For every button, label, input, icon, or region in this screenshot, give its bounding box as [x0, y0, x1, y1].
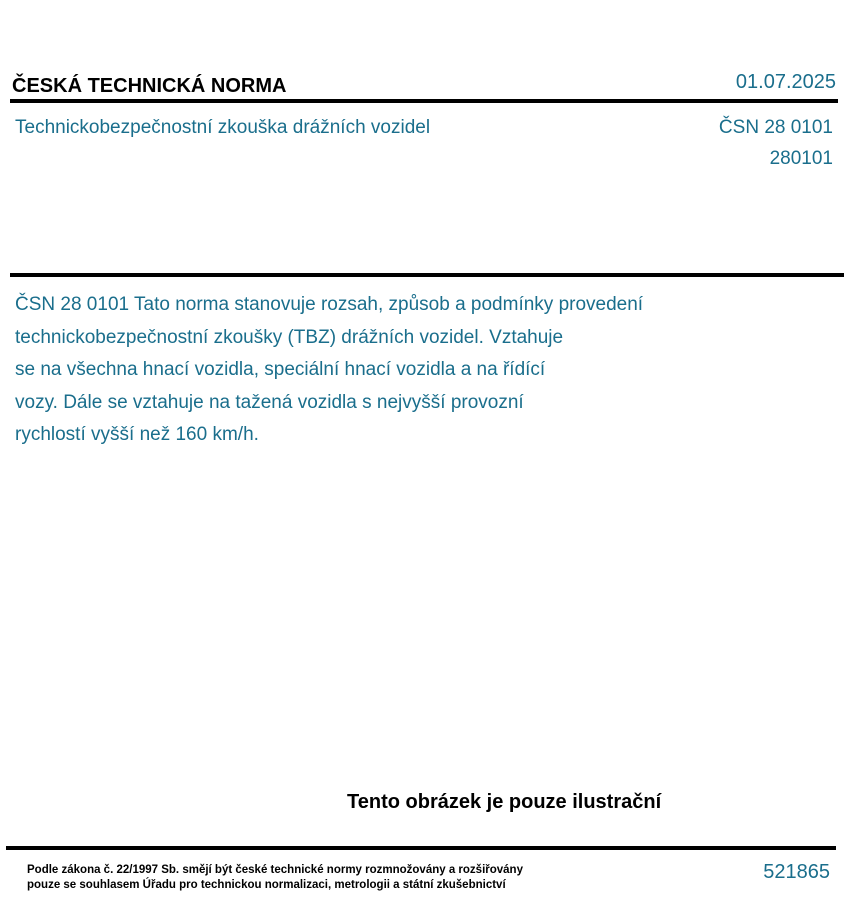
document-type-heading: ČESKÁ TECHNICKÁ NORMA	[12, 75, 287, 97]
abstract-line: ČSN 28 0101 Tato norma stanovuje rozsah, způsob a podmínky provedení	[15, 294, 644, 315]
illustration-notice: Tento obrázek je pouze ilustrační	[347, 791, 662, 813]
legal-notice-line: pouze se souhlasem Úřadu pro technickou normalizaci, metrologii a státní zkušebnictví	[27, 879, 506, 891]
abstract-line: technickobezpečnostní zkoušky (TBZ) drážních vozidel. Vztahuje	[15, 326, 564, 348]
top-divider	[10, 99, 838, 103]
abstract-line: rychlostí vyšší než 160 km/h.	[15, 424, 259, 445]
document-id: 521865	[763, 861, 830, 883]
legal-notice-line: Podle zákona č. 22/1997 Sb. smějí být české technické normy rozmnožovány a rozšiřovány	[27, 864, 523, 876]
abstract-text	[15, 289, 643, 452]
publication-date: 01.07.2025	[735, 71, 836, 93]
standard-number: ČSN 28 0101	[718, 117, 833, 138]
abstract-line: vozy. Dále se vztahuje na tažená vozidla s nejvyšší provozní	[15, 391, 524, 413]
standard-title: Technickobezpečnostní zkouška drážních vozidel	[15, 117, 431, 138]
middle-divider	[10, 273, 844, 277]
legal-notice	[27, 863, 523, 893]
abstract-line: se na všechna hnací vozidla, speciální hnací vozidla a na řídící	[15, 359, 546, 380]
bottom-divider	[6, 846, 836, 850]
classification-number: 280101	[769, 148, 833, 169]
